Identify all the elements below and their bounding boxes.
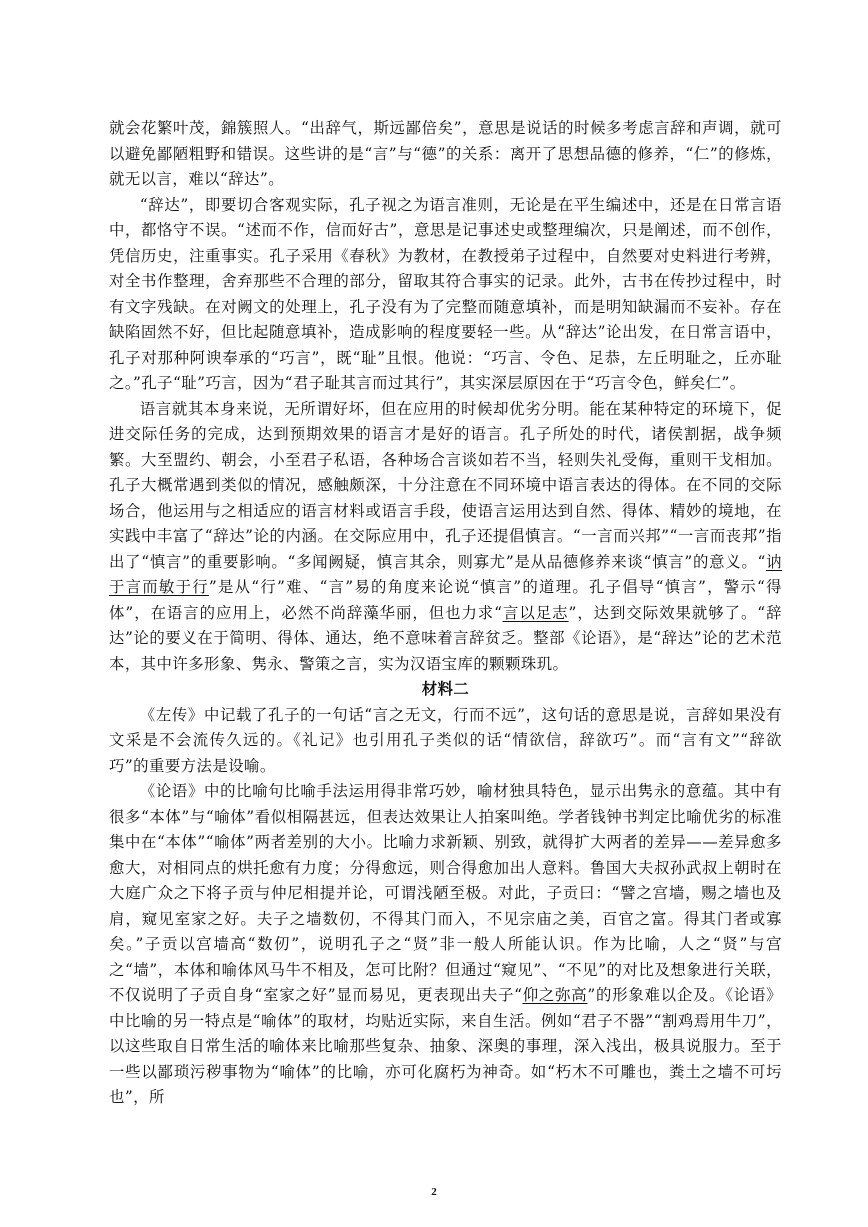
paragraph-2: “辞达”，即要切合客观实际，孔子视之为语言准则，无论是在平生编述中，还是在日常言语中，都恪守不误。“述而不作，信而好古”，意思是记事述史或整理编次，只是阐述，而不创作，凭信历史，注重事实。孔子采用《春秋》为教材，在教授弟子过程中，自然要对史料进行考辨，对全书作整理，舍弃那些不合理的部分，留取其符合事实的记录。此外，古书在传抄过程中，时有文字残缺。在对阙文的处理上，孔子没有为了完整而随意填补，而是明知缺漏而不妄补。存在缺陷固然不好，但比起随意填补，造成影响的程度要轻一些。从“辞达”论出发，在日常言语中，孔子对那种阿谀奉承的“巧言”，既“耻”且恨。他说：“巧言、令色、足恭，左丘明耻之，丘亦耻之。”孔子“耻”巧言，因为“君子耻其言而过其行”，其实深层原因在于“巧言令色，鲜矣仁”。 — [109, 195, 782, 392]
section-heading-material-two: 材料二 — [421, 680, 470, 698]
paragraph-3-text-a: 语言就其本身来说，无所谓好坏，但在应用的时候却优劣分明。能在某种特定的环境下，促进交际任务的完成，达到预期效果的语言才是好的语言。孔子所处的时代，诸侯割据，战争频繁。大至盟约、朝会，小至君子私语，各种场合言谈如若不当，轻则失礼受侮，重则干戈相加。孔子大概常遇到类似的情况，感触颇深，十分注意在不同环境中语言表达的得体。在不同的交际场合，他运用与之相适应的语言材料或语言手段，使语言运用达到自然、得体、精妙的境地，在实践中丰富了“辞达”论的内涵。在交际应用中，孔子还提倡慎言。“一言而兴邦”“一言而丧邦”指出了“慎言”的重要影响。“多闻阙疑，慎言其余，则寡尤”是从品德修养来谈“慎言”的意义。“ — [109, 399, 782, 571]
paragraph-4: 《左传》中记载了孔子的一句话“言之无文，行而不远”，这句话的意思是说，言辞如果没有文采是不会流传久远的。《礼记》也引用孔子类似的话“情欲信，辞欲巧”。而“言有文”“辞欲巧”的重要方法是设喻。 — [109, 705, 782, 775]
paragraph-5-text-a: 《论语》中的比喻句比喻手法运用得非常巧妙，喻材独具特色，显示出隽永的意蕴。其中有很多“本体”与“喻体”看似相隔甚远，但表达效果让人拍案叫绝。学者钱钟书判定比喻优劣的标准集中在“本体”“喻体”两者差别的大小。比喻力求新颖、别致，就得扩大两者的差异——差异愈多愈大，对相同点的烘托愈有力度；分得愈远，则合得愈加出人意料。鲁国大夫叔孙武叔上朝时在大庭广众之下将子贡与仲尼相提并论，可谓浅陋至极。对此，子贡曰：“譬之宫墙，赐之墙也及肩，窥见室家之好。夫子之墙数仞，不得其门而入，不见宗庙之美，百官之富。得其门者或寡矣。”子贡以宫墙高“数仞”，说明孔子之“贤”非一般人所能认识。作为比喻，人之“贤”与宫之“墙”，本体和喻体风马牛不相及，怎可比附？但通过“窥见”、“不见”的对比及想象进行关联，不仅说明了子贡自身“室家之好”显而易见，更表现出夫子“ — [109, 782, 782, 1004]
underlined-quote-nayuyan: 讷于言而敏于行 — [109, 552, 782, 596]
page-number: 2 — [431, 1186, 437, 1198]
paragraph-5-text-b: ”的形象难以企及。《论语》中比喻的另一特点是“喻体”的取材，均贴近实际，来自生活。例如“君子不器”“割鸡焉用牛刀”，以这些取自日常生活的喻体来比喻那些复杂、抽象、深奥的事理，深入浅出，极具说服力。至于一些以鄙琐污秽事物为“喻体”的比喻，亦可化腐朽为神奇。如“朽木不可雕也，粪土之墙不可圬也”，所 — [109, 986, 782, 1106]
paragraph-3 — [109, 397, 782, 678]
paragraph-5 — [109, 779, 782, 1111]
underlined-quote-yanyizuzhi: 言以足志 — [502, 603, 569, 622]
paragraph-1: 就会花繁叶茂，錦簇照人。“出辞气，斯远鄙倍矣”，意思是说话的时候多考虑言辞和声调，就可以避免鄙陋粗野和错误。这些讲的是“言”与“德”的关系：离开了思想品德的修养，“仁”的修炼，就无以言，难以“辞达”。 — [109, 119, 782, 188]
page-body — [109, 116, 782, 1111]
paragraph-3-text-b: ”是从“行”难、“言”易的角度来论说“慎言”的道理。孔子倡导“慎言”，警示“得体”，在语言的应用上，必然不尚辞藻华丽，但也力求“ — [109, 578, 782, 622]
underlined-quote-yangzhimigao: 仰之弥高 — [522, 986, 588, 1004]
paragraph-3-text-c: ”，达到交际效果就够了。“辞达”论的要义在于简明、得体、通达，绝不意味着言辞贫乏。整部《论语》，是“辞达”论的艺术范本，其中许多形象、隽永、警策之言，实为汉语宝库的颗颗珠玑。 — [109, 603, 782, 673]
